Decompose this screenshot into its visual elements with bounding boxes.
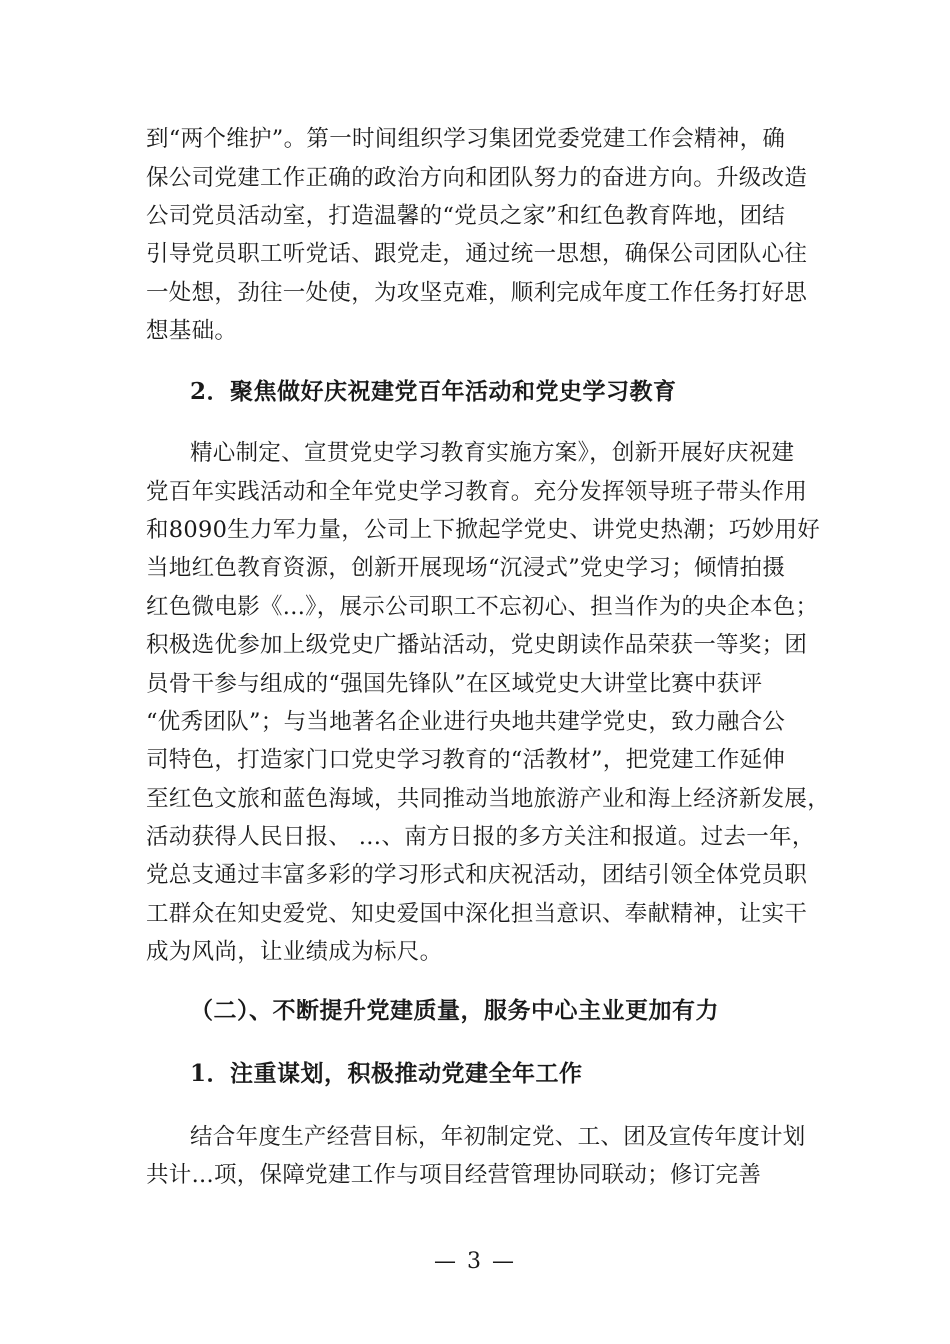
text-line: 党百年实践活动和全年党史学习教育。充分发挥领导班子带头作用 — [146, 479, 808, 505]
text-line: 结合年度生产经营目标，年初制定党、工、团及宣传年度计划 — [190, 1124, 806, 1150]
text-line: 共计...项，保障党建工作与项目经营管理协同联动；修订完善 — [146, 1162, 762, 1188]
text-line: 司特色，打造家门口党史学习教育的“活教材”，把党建工作延伸 — [146, 747, 786, 773]
page-number: — 3 — — [434, 1249, 516, 1274]
text-line: 引导党员职工听党话、跟党走，通过统一思想，确保公司团队心往 — [146, 241, 808, 267]
text-line: 当地红色教育资源，创新开展现场“沉浸式”党史学习；倾情拍摄 — [146, 555, 786, 581]
text-line: 员骨干参与组成的“强国先锋队”在区域党史大讲堂比赛中获评 — [146, 671, 763, 697]
text-line: 工群众在知史爱党、知史爱国中深化担当意识、奉献精神，让实干 — [146, 901, 808, 927]
subsection-heading-2: 2．聚焦做好庆祝建党百年活动和党史学习教育 — [190, 378, 677, 405]
text-line: 到“两个维护”。第一时间组织学习集团党委党建工作会精神，确 — [146, 126, 786, 152]
text-line: 至红色文旅和蓝色海域，共同推动当地旅游产业和海上经济新发展， — [146, 786, 831, 812]
subsection-heading-1: 1．注重谋划，积极推动党建全年工作 — [190, 1060, 583, 1087]
text-line: 积极选优参加上级党史广播站活动，党史朗读作品荣获一等奖；团 — [146, 632, 808, 658]
text-line: 活动获得人民日报、 …、南方日报的多方关注和报道。过去一年， — [146, 824, 815, 850]
text-line: 精心制定、宣贯党史学习教育实施方案》，创新开展好庆祝建 — [190, 440, 795, 466]
text-line: 红色微电影《...》，展示公司职工不忘初心、担当作为的央企本色； — [146, 594, 819, 620]
section-heading: （二）、不断提升党建质量，服务中心主业更加有力 — [190, 997, 719, 1024]
text-line: 公司党员活动室，打造温馨的“党员之家”和红色教育阵地，团结 — [146, 203, 786, 229]
text-line: 党总支通过丰富多彩的学习形式和庆祝活动，团结引领全体党员职 — [146, 862, 808, 888]
text-line: 和8090生力军力量，公司上下掀起学党史、讲党史热潮；巧妙用好 — [146, 517, 821, 543]
text-line: 想基础。 — [146, 318, 238, 344]
text-line: 成为风尚，让业绩成为标尺。 — [146, 939, 443, 965]
text-line: 一处想，劲往一处使，为攻坚克难，顺利完成年度工作任务打好思 — [146, 280, 808, 306]
text-line: “优秀团队”；与当地著名企业进行央地共建学党史，致力融合公 — [146, 709, 786, 735]
text-line: 保公司党建工作正确的政治方向和团队努力的奋进方向。升级改造 — [146, 165, 808, 191]
